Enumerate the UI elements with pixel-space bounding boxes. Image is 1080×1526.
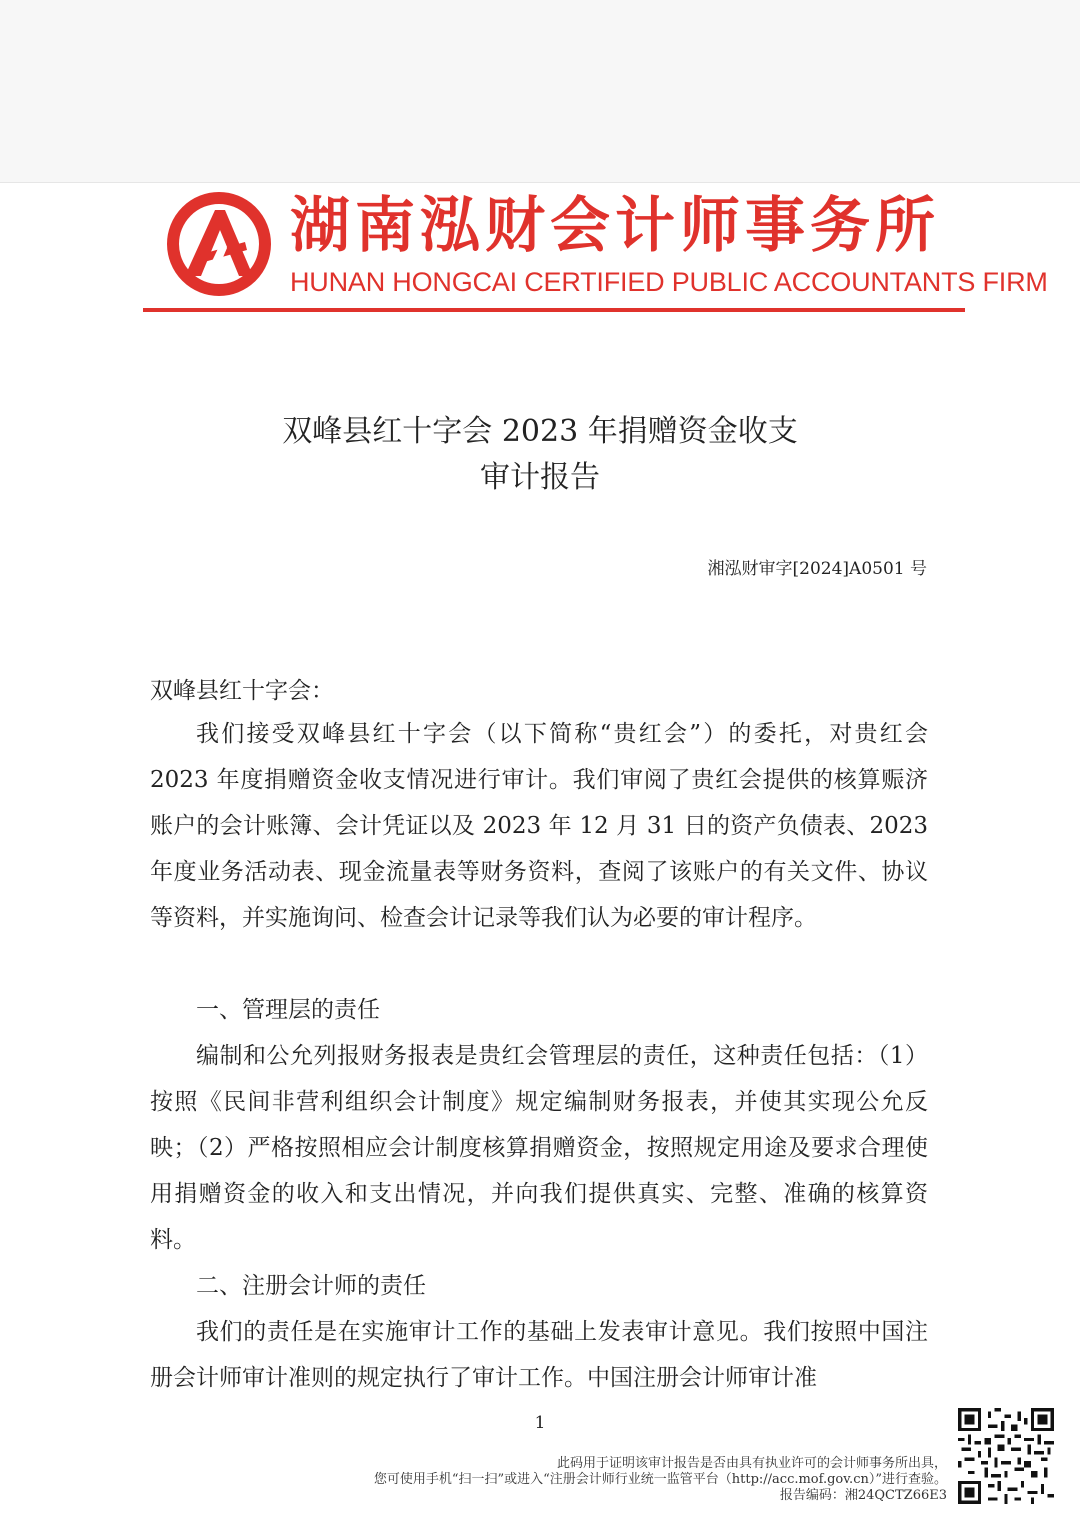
page-number: 1 [534,1413,546,1433]
verification-note-line2: 您可使用手机“扫一扫”或进入“注册会计师行业统一监管平台（http://acc.mof.gov.cn）”进行查验。 [373,1472,947,1487]
verification-note [374,1456,947,1504]
section-heading-cpa: 二、注册会计师的责任 [196,1273,426,1299]
firm-name-chinese: 湖南泓财会计师事务所 [290,191,940,261]
scan-top-margin [0,0,1080,182]
report-code: 报告编码：湘24QCTZ66E3 [779,1488,947,1503]
qr-code-icon[interactable] [958,1408,1054,1504]
firm-logo-icon [165,190,273,298]
firm-name-english: HUNAN HONGCAI CERTIFIED PUBLIC ACCOUNTANTS FIRM [290,267,1048,297]
report-reference-number: 湘泓财审字[2024]A0501 号 [707,559,927,579]
report-title-line1: 双峰县红十字会 2023 年捐赠资金收支 [282,414,798,449]
verification-note-line1: 此码用于证明该审计报告是否由具有执业许可的会计师事务所出具， [556,1456,947,1471]
report-title-line2: 审计报告 [480,460,600,495]
section-heading-management: 一、管理层的责任 [196,997,380,1023]
letterhead-divider [143,308,965,312]
intro-paragraph: 我们接受双峰县红十字会（以下简称“贵红会”）的委托，对贵红会 2023 年度捐赠资金收支情况进行审计。我们审阅了贵红会提供的核算赈济账户的会计账簿、会计凭证以及 2023 年 12 月 31 日的资产负债表、2023 年度业务活动表、现金流量表等财务资料，查阅了该账户的有关文件、协议等资料，并实施询问、检查会计记录等我们认为必要的审计程序。 [150,721,928,931]
salutation: 双峰县红十字会： [150,678,334,704]
cpa-paragraph: 我们的责任是在实施审计工作的基础上发表审计意见。我们按照中国注册会计师审计准则的规定执行了审计工作。中国注册会计师审计准 [150,1319,928,1391]
scan-page-edge [0,182,1080,183]
management-paragraph: 编制和公允列报财务报表是贵红会管理层的责任，这种责任包括：（1）按照《民间非营利组织会计制度》规定编制财务报表，并使其实现公允反映；（2）严格按照相应会计制度核算捐赠资金，按照规定用途及要求合理使用捐赠资金的收入和支出情况，并向我们提供真实、完整、准确的核算资料。 [150,1043,928,1253]
